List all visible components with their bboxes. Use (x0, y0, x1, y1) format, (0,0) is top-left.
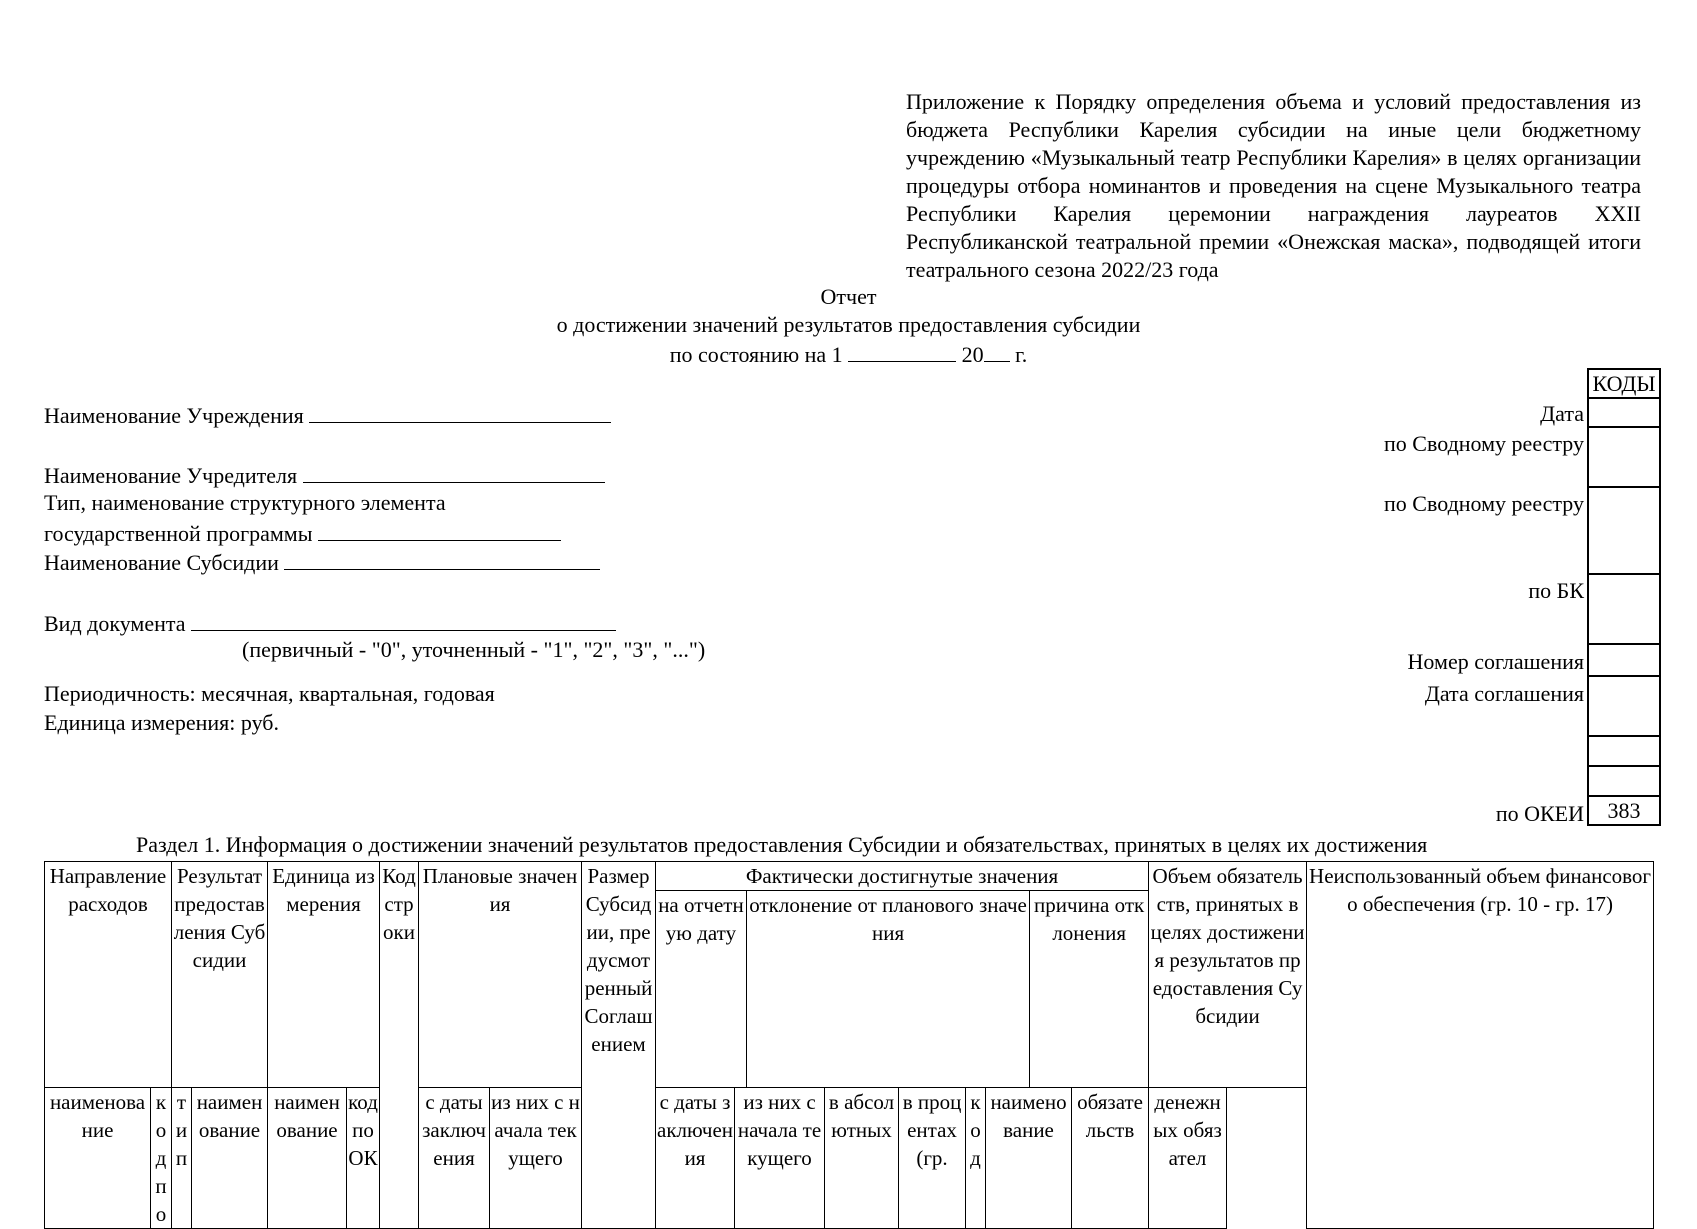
code-cell-registry-2[interactable] (1588, 487, 1660, 574)
code-cell-agreement-number[interactable] (1588, 644, 1660, 676)
program-field (44, 518, 561, 548)
code-cell-date[interactable] (1588, 398, 1660, 427)
col-unit: Единица измерения (268, 862, 380, 1088)
code-label-registry-2: по Сводному реестру (1384, 491, 1584, 516)
col-actual (656, 862, 1149, 1088)
col-subsidy-size: Размер Субсидии, предусмотренный Соглашением (582, 862, 656, 1229)
institution-label: Наименование Учреждения (44, 403, 304, 428)
col-result: Результат предоставления Субсидии (172, 862, 268, 1088)
doc-type-blank[interactable] (191, 608, 616, 631)
unit-text: Единица измерения: руб. (44, 710, 279, 735)
subsidy-label: Наименование Субсидии (44, 550, 279, 575)
code-label-bk: по БК (1528, 578, 1584, 603)
sub-code-ok: код по ОК (347, 1088, 380, 1229)
date-year-blank[interactable] (984, 339, 1010, 362)
code-cell-extra-1[interactable] (1588, 736, 1660, 766)
sub-type: тип (172, 1088, 192, 1229)
founder-label: Наименование Учредителя (44, 463, 298, 488)
col-deviation: отклонение от планового значения (746, 891, 1029, 1087)
subsidy-field (44, 547, 600, 577)
col-direction: Направление расходов (45, 862, 172, 1088)
periodicity-text: Периодичность: месячная, квартальная, годовая (44, 681, 495, 706)
sub-name-1: наименование (45, 1088, 151, 1229)
subsidy-blank[interactable] (284, 547, 600, 570)
sub-percent: в процентах (гр. (899, 1088, 966, 1229)
program-label-line2: государственной программы (44, 521, 313, 546)
col-on-date: на отчетную дату (656, 891, 746, 1087)
code-cell-extra-2[interactable] (1588, 766, 1660, 796)
report-table (44, 861, 1654, 1229)
actual-subheader (656, 891, 1148, 1087)
sub-obligations: обязательств (1072, 1088, 1149, 1229)
date-month-blank[interactable] (848, 339, 956, 362)
program-blank[interactable] (318, 518, 561, 541)
sub-name-3: наименование (268, 1088, 347, 1229)
doc-type-field (44, 608, 616, 638)
institution-field (44, 400, 611, 430)
section-title: Раздел 1. Информация о достижении значений результатов предоставления Субсидии и обязательствах, принятых в целях их достижения (136, 832, 1428, 857)
code-cell-okei[interactable]: 383 (1588, 796, 1660, 825)
col-plan: Плановые значения (419, 862, 582, 1088)
sub-from-date-1: с даты заключения (419, 1088, 490, 1229)
founder-field (44, 460, 605, 490)
code-label-date: Дата (1540, 401, 1584, 426)
sub-from-date-2: с даты заключения (656, 1088, 735, 1229)
program-label-line1: Тип, наименование структурного элемента (44, 490, 446, 515)
col-obligations: Объем обязательств, принятых в целях достижения результатов предоставления Субсидии (1149, 862, 1307, 1088)
founder-blank[interactable] (303, 460, 605, 483)
doc-type-label: Вид документа (44, 611, 186, 636)
sub-from-begin-1: из них с начала текущего (490, 1088, 582, 1229)
report-title: Отчет (820, 284, 877, 309)
report-date-line (0, 339, 1697, 369)
institution-blank[interactable] (309, 400, 611, 423)
col-reason: причина отклонения (1034, 893, 1145, 945)
code-label-registry-1: по Сводному реестру (1384, 431, 1584, 456)
doc-type-hint: (первичный - "0", уточненный - "1", "2", "3", "...") (242, 637, 706, 662)
sub-monetary: денежных обязател (1149, 1088, 1227, 1229)
col-row-code: Код строки (380, 862, 419, 1229)
code-cell-agreement-date[interactable] (1588, 676, 1660, 736)
codes-table (1587, 368, 1661, 826)
date-suffix: г. (1015, 342, 1028, 367)
sub-code-po: код по (151, 1088, 172, 1229)
code-label-agreement-date: Дата соглашения (1424, 681, 1584, 706)
code-cell-bk[interactable] (1588, 574, 1660, 644)
sub-name-2: наименование (192, 1088, 268, 1229)
code-cell-registry-1[interactable] (1588, 427, 1660, 487)
sub-code: код (966, 1088, 986, 1229)
sub-absolute: в абсолютных (825, 1088, 899, 1229)
col-unused: Неиспользованный объем финансового обеспечения (гр. 10 - гр. 17) (1307, 862, 1654, 1229)
code-label-agreement-number: Номер соглашения (1407, 649, 1584, 674)
date-year-prefix: 20 (961, 342, 984, 367)
code-label-okei: по ОКЕИ (1495, 801, 1584, 826)
sub-name-4: наименование (986, 1088, 1072, 1229)
codes-header: КОДЫ (1588, 369, 1660, 398)
report-subtitle: о достижении значений результатов предоставления субсидии (556, 312, 1141, 337)
appendix-text: Приложение к Порядку определения объема и условий предоставления из бюджета Республики Карелия субсидии на иные цели бюджетному учреждению «Музыкальный театр Республики Карелия» в целях организации процедуры отбора номинантов и проведения на сцене Музыкального театра Республики Карелия церемонии награждения лауреатов XXII Республиканской театральной премии «Онежская маска», подводящей итоги театрального сезона 2022/23 года (906, 89, 1641, 282)
date-prefix: по состоянию на 1 (669, 342, 843, 367)
col-actual-title: Фактически достигнутые значения (656, 862, 1148, 891)
sub-from-begin-2: из них с начала текущего (735, 1088, 825, 1229)
